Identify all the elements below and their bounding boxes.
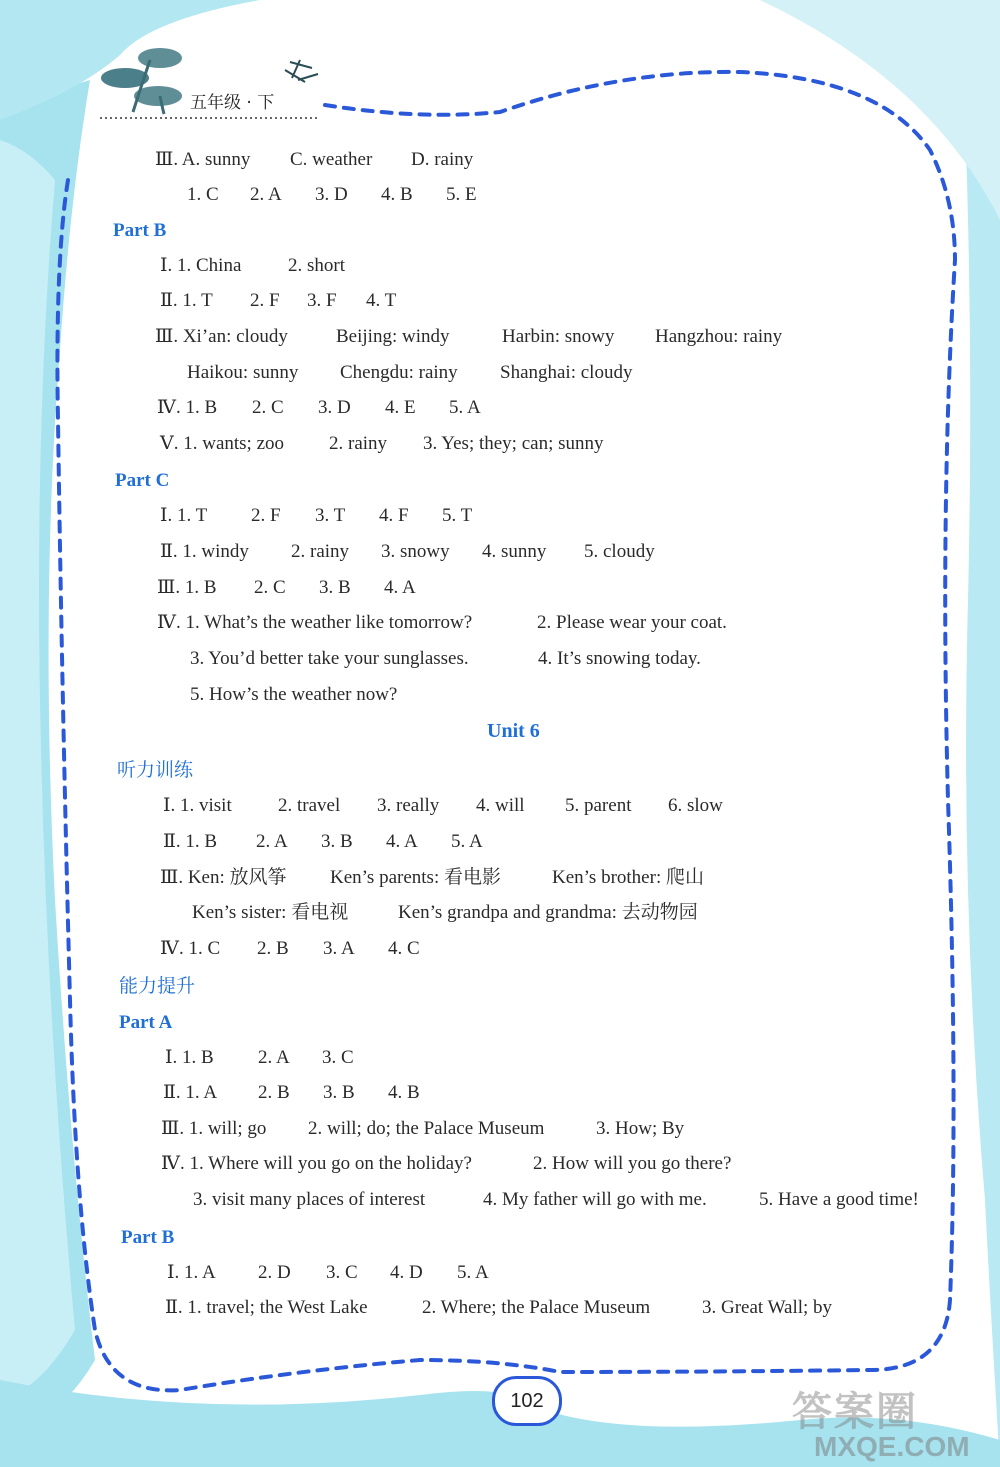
answer-item: Ⅲ. A. sunny	[155, 149, 251, 170]
answer-line	[160, 289, 396, 313]
answer-item: 3. B	[323, 1082, 355, 1103]
answer-item: C. weather	[290, 149, 373, 170]
answer-line	[165, 1296, 832, 1320]
answer-item: 2. A	[258, 1047, 290, 1068]
answer-line	[167, 1261, 489, 1285]
answer-item: 4. B	[381, 184, 413, 205]
answer-item: Ⅱ. 1. T	[160, 290, 213, 311]
answer-item: Ⅱ. 1. travel; the West Lake	[165, 1297, 368, 1318]
unit-title: Unit 6	[487, 720, 540, 742]
watermark-bottom: MXQE.COM	[814, 1431, 970, 1462]
answer-line	[192, 901, 698, 925]
answer-item: Ⅱ. 1. B	[163, 831, 218, 852]
answer-item: 4. will	[476, 795, 525, 816]
answer-item: Ⅳ. 1. B	[157, 397, 218, 418]
answer-item: Ⅲ. Xi’an: cloudy	[155, 326, 288, 347]
answer-line	[161, 1117, 684, 1141]
answer-item: 2. Where; the Palace Museum	[422, 1297, 651, 1318]
answer-item: Beijing: windy	[336, 326, 450, 347]
answer-item: 2. D	[258, 1262, 291, 1283]
answer-item: 3. visit many places of interest	[193, 1189, 426, 1210]
answer-item: Ⅲ. 1. will; go	[161, 1118, 267, 1139]
answer-item: 2. Please wear your coat.	[537, 612, 727, 633]
answer-item: 5. A	[457, 1262, 489, 1283]
answer-line	[155, 325, 782, 349]
answer-item: 3. Yes; they; can; sunny	[423, 433, 604, 454]
answer-item: Shanghai: cloudy	[500, 362, 633, 383]
grade-label: 五年级 · 下	[190, 93, 275, 113]
answer-item: 3. A	[323, 938, 355, 959]
answer-item: Ⅲ. Ken: 放风筝	[160, 867, 287, 888]
answer-item: 3. F	[307, 290, 337, 311]
answer-item: 5. Have a good time!	[759, 1189, 919, 1210]
answer-item: Haikou: sunny	[187, 362, 299, 383]
answer-item: 3. C	[326, 1262, 358, 1283]
answer-item: 4. D	[390, 1262, 423, 1283]
answer-item: 5. How’s the weather now?	[190, 684, 398, 705]
answer-item: 5. parent	[565, 795, 632, 816]
answer-line	[163, 1081, 420, 1105]
answer-line	[155, 148, 473, 172]
answer-item: 3. D	[315, 184, 348, 205]
answer-item: 1. C	[187, 184, 219, 205]
answer-line	[160, 504, 472, 528]
answer-item: 4. sunny	[482, 541, 547, 562]
answer-item: 2. rainy	[329, 433, 388, 454]
answer-item: 3. really	[377, 795, 440, 816]
answer-item: Ⅰ. 1. T	[160, 505, 208, 526]
answer-line	[165, 1046, 354, 1070]
answer-line	[187, 361, 632, 385]
answer-item: Ⅱ. 1. windy	[160, 541, 249, 562]
answer-item: Harbin: snowy	[502, 326, 615, 347]
answer-line	[160, 540, 655, 564]
answer-item: Ⅲ. 1. B	[157, 577, 217, 598]
answer-line	[163, 830, 483, 854]
answer-item: 2. C	[254, 577, 286, 598]
answer-item: Ⅰ. 1. A	[167, 1262, 216, 1283]
answer-item: 2. How will you go there?	[533, 1153, 732, 1174]
answer-item: 2. A	[256, 831, 288, 852]
answer-item: 2. travel	[278, 795, 341, 816]
answer-item: 3. T	[315, 505, 346, 526]
site-watermark	[792, 1380, 970, 1463]
answer-item: Ⅰ. 1. visit	[163, 795, 232, 816]
answer-item: 3. You’d better take your sunglasses.	[190, 648, 469, 669]
answer-item: 2. A	[250, 184, 282, 205]
answer-item: 3. C	[322, 1047, 354, 1068]
answer-item: 2. F	[251, 505, 281, 526]
answer-item: 2. C	[252, 397, 284, 418]
section-heading: 听力训练	[117, 759, 194, 781]
section-heading: Part A	[119, 1012, 173, 1033]
page-number: 102	[492, 1376, 562, 1426]
answer-item: 4. C	[388, 938, 420, 959]
answer-line	[190, 647, 701, 671]
answer-item: 4. A	[386, 831, 418, 852]
answer-item: Ken’s parents: 看电影	[330, 867, 501, 888]
answer-item: 3. snowy	[381, 541, 450, 562]
section-heading: Part B	[121, 1227, 175, 1248]
answer-line	[187, 183, 477, 207]
answer-item: Ⅱ. 1. A	[163, 1082, 218, 1103]
section-heading: Part C	[115, 470, 170, 491]
answer-item: 4. F	[379, 505, 409, 526]
answer-item: 4. T	[366, 290, 397, 311]
answer-item: 3. D	[318, 397, 351, 418]
answer-line	[163, 794, 723, 818]
answer-item: 3. B	[319, 577, 351, 598]
section-heading: Part B	[113, 220, 167, 241]
answer-item: 4. A	[384, 577, 416, 598]
answer-item: Ⅰ. 1. China	[160, 255, 242, 276]
answer-line	[160, 432, 604, 456]
answer-item: Ken’s sister: 看电视	[192, 902, 349, 923]
answer-item: Ⅳ. 1. Where will you go on the holiday?	[161, 1153, 472, 1174]
answer-item: 5. T	[442, 505, 473, 526]
section-heading: 能力提升	[119, 975, 196, 997]
answer-item: Hangzhou: rainy	[655, 326, 783, 347]
answer-item: 2. will; do; the Palace Museum	[308, 1118, 545, 1139]
answer-item: 2. short	[288, 255, 345, 276]
answer-line	[160, 937, 420, 961]
answer-item: 5. A	[449, 397, 481, 418]
answer-item: 3. Great Wall; by	[702, 1297, 833, 1318]
answer-item: 4. E	[385, 397, 416, 418]
answer-line	[190, 683, 397, 707]
answer-item: 4. B	[388, 1082, 420, 1103]
answer-item: Ken’s grandpa and grandma: 去动物园	[398, 902, 698, 923]
watermark-top: 答案圈	[792, 1390, 918, 1434]
answer-item: Chengdu: rainy	[340, 362, 458, 383]
answer-line	[157, 576, 416, 600]
answer-item: Ⅳ. 1. C	[160, 938, 221, 959]
answer-line	[157, 396, 481, 420]
answer-item: 3. B	[321, 831, 353, 852]
answer-item: 2. rainy	[291, 541, 350, 562]
answer-item: Ken’s brother: 爬山	[552, 867, 704, 888]
answer-item: 2. B	[257, 938, 289, 959]
answer-item: 5. A	[451, 831, 483, 852]
answer-item: 5. E	[446, 184, 477, 205]
answer-line	[157, 611, 727, 635]
answer-item: 4. My father will go with me.	[483, 1189, 707, 1210]
answer-item: Ⅴ. 1. wants; zoo	[160, 433, 285, 454]
answer-item: 2. B	[258, 1082, 290, 1103]
answer-item: 5. cloudy	[584, 541, 655, 562]
answer-item: 4. It’s snowing today.	[538, 648, 701, 669]
answer-item: 3. How; By	[596, 1118, 685, 1139]
answer-item: 2. F	[250, 290, 280, 311]
answer-item: Ⅳ. 1. What’s the weather like tomorrow?	[157, 612, 473, 633]
answer-line	[161, 1152, 731, 1176]
answer-line	[160, 866, 704, 890]
answer-item: 6. slow	[668, 795, 723, 816]
answer-line	[160, 254, 345, 278]
answer-line	[193, 1188, 919, 1212]
answer-item: Ⅰ. 1. B	[165, 1047, 214, 1068]
answer-item: D. rainy	[411, 149, 474, 170]
